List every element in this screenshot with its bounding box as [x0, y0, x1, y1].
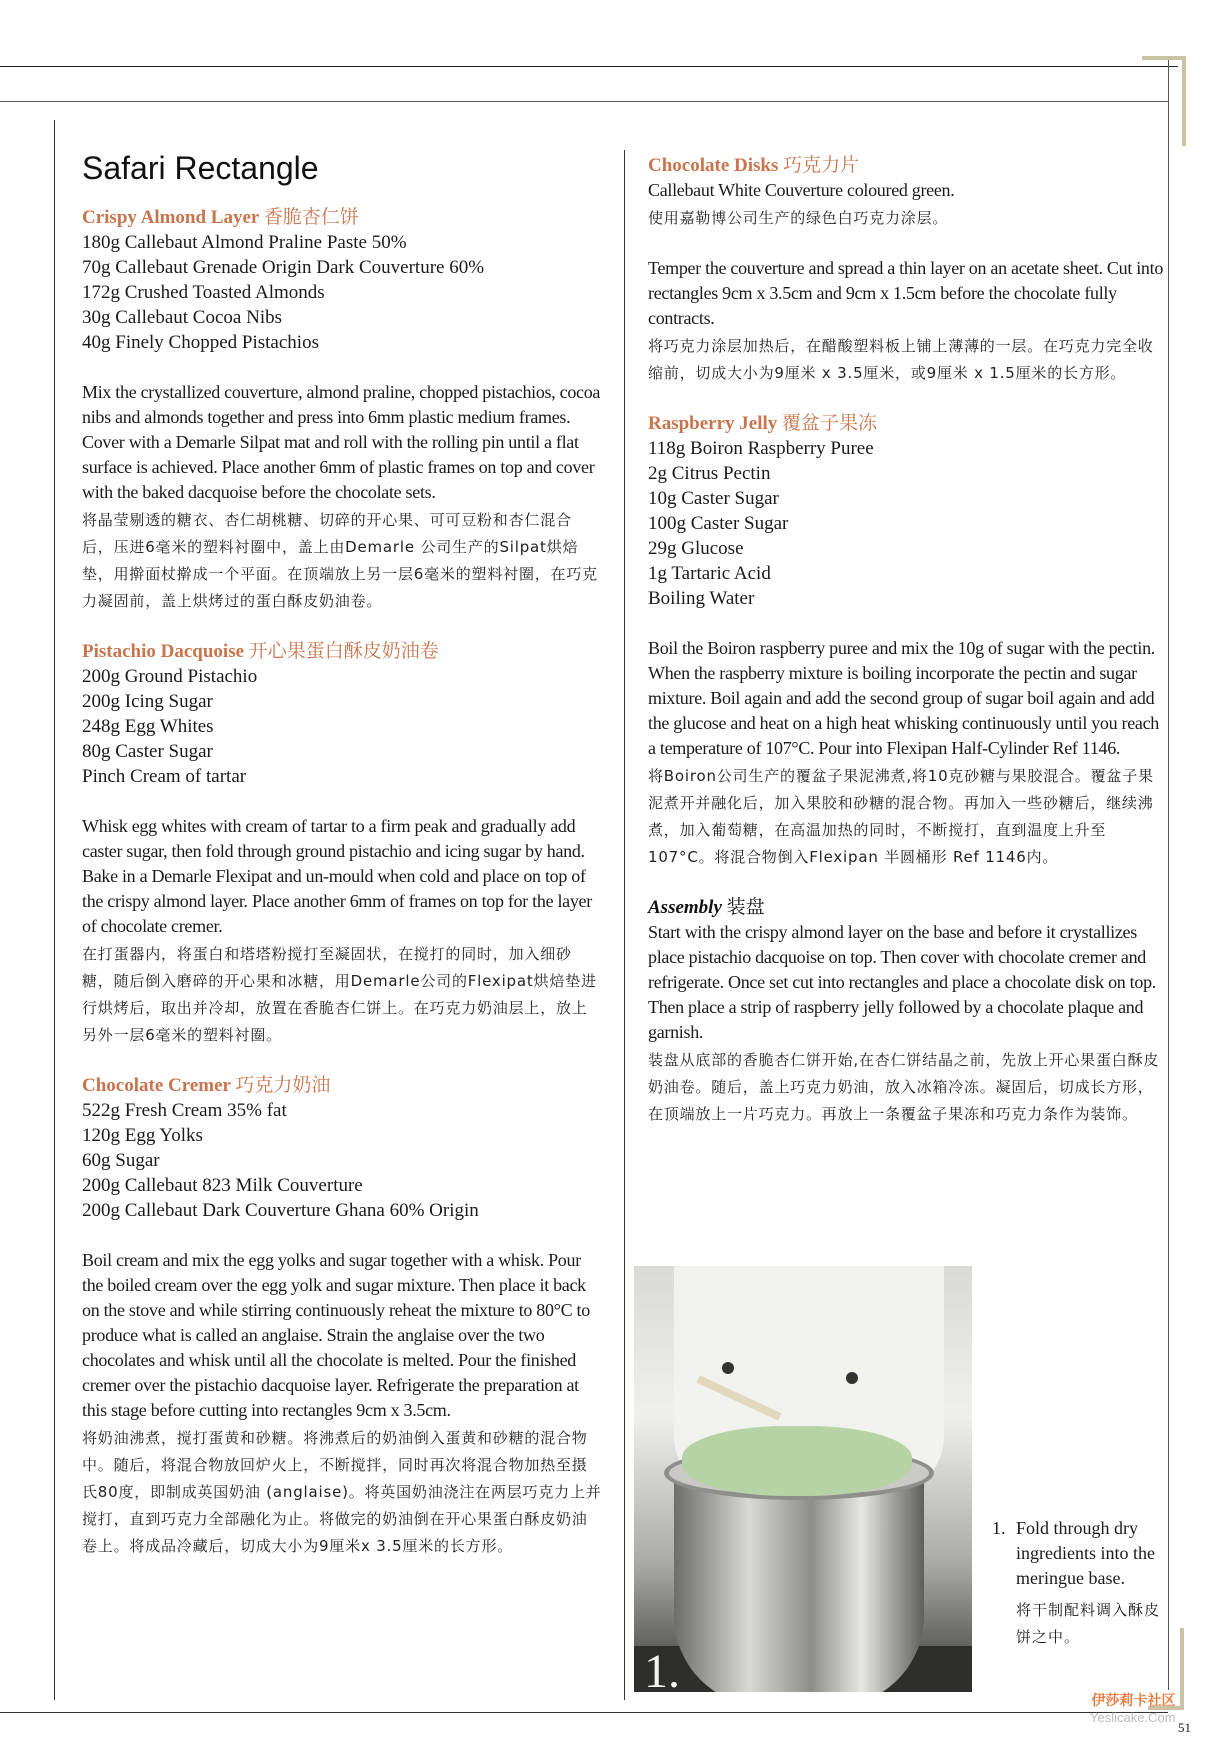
- heading-en: Raspberry Jelly: [648, 413, 778, 434]
- ingredient: 200g Icing Sugar: [82, 691, 213, 712]
- ingredient: 40g Finely Chopped Pistachios: [82, 332, 319, 353]
- watermark-zh: 伊莎莉卡社区: [1091, 1693, 1176, 1709]
- left-column-line: [54, 120, 55, 1700]
- photo-caption: [992, 1516, 1172, 1651]
- ingredient: 522g Fresh Cream 35% fat: [82, 1100, 287, 1121]
- heading-zh: 巧克力片: [783, 155, 860, 176]
- ingredient: 10g Caster Sugar: [648, 488, 779, 509]
- ingredient-list: [648, 436, 1164, 611]
- method-text: Whisk egg whites with cream of tartar to a firm peak and gradually add caster sugar, then fold through ground pistachio and icing sugar by hand. Bake in a Demarle Flexipat and un-mould when cold and place on top of the crispy almond layer. Place another 6mm of frames on top for the layer of chocolate cremer.: [82, 816, 592, 936]
- method-text: Boil cream and mix the egg yolks and sugar together with a whisk. Pour the boiled cream over the egg yolk and sugar mixture. Then place it back on the stove and while stirring continuously reheat the mixture to 80°C to produce what is called an anglaise. Strain the anglaise over the two chocolates and whisk until all the chocolate is melted. Pour the finished cremer over the pistachio dacquoise layer. Refrigerate the preparation at this stage before cutting into rectangles 9cm x 3.5cm.: [82, 1250, 590, 1420]
- ingredient: 118g Boiron Raspberry Puree: [648, 438, 874, 459]
- ingredient: 248g Egg Whites: [82, 716, 214, 737]
- section-raspberry-jelly: [648, 411, 1164, 871]
- caption-text: Fold through dry ingredients into the meringue base.: [1016, 1518, 1155, 1588]
- ingredient: 1g Tartaric Acid: [648, 563, 771, 584]
- pistachio-meringue: [682, 1426, 912, 1496]
- heading-en: Chocolate Cremer: [82, 1075, 231, 1096]
- caption-number: 1.: [992, 1518, 1006, 1538]
- ingredient: 200g Callebaut Dark Couverture Ghana 60% Origin: [82, 1200, 479, 1221]
- section-heading: [648, 153, 1164, 178]
- ingredient-list: [82, 230, 602, 355]
- ingredient: 2g Citrus Pectin: [648, 463, 771, 484]
- ingredient: Boiling Water: [648, 588, 755, 609]
- section-heading: [82, 1073, 602, 1098]
- intro-text: Callebaut White Couverture coloured green.: [648, 180, 955, 200]
- section-heading: [648, 895, 1164, 920]
- method-text: Mix the crystallized couverture, almond praline, chopped pistachios, cocoa nibs and almonds together and press into 6mm plastic medium frames. Cover with a Demarle Silpat mat and roll with the rolling pin until a flat surface is achieved. Place another 6mm of plastic frames on top and cover with the baked dacquoise before the chocolate sets.: [82, 382, 601, 502]
- method-text-zh: 将巧克力涂层加热后，在醋酸塑料板上铺上薄薄的一层。在巧克力完全收缩前，切成大小为9厘米 x 3.5厘米，或9厘米 x 1.5厘米的长方形。: [648, 337, 1154, 382]
- heading-en: Assembly: [648, 897, 722, 918]
- section-crispy-almond-layer: [82, 205, 602, 615]
- method-text-zh: 将奶油沸煮，搅打蛋黄和砂糖。将沸煮后的奶油倒入蛋黄和砂糖的混合物中。随后，将混合物放回炉火上，不断搅拌，同时再次将混合物加热至摄氏80度，即制成英国奶油 (anglaise)。将英国奶油浇注在两层巧克力上并搅打，直到巧克力全部融化为止。将做完的奶油倒在开心果蛋白酥皮奶油卷上。将成品冷藏后，切成大小为9厘米x 3.5厘米的长方形。: [82, 1429, 602, 1555]
- ingredient: 60g Sugar: [82, 1150, 160, 1171]
- ingredient: 120g Egg Yolks: [82, 1125, 203, 1146]
- heading-zh: 香脆杏仁饼: [263, 207, 359, 228]
- heading-en: Crispy Almond Layer: [82, 207, 260, 228]
- ingredient: 180g Callebaut Almond Praline Paste 50%: [82, 232, 407, 253]
- section-pistachio-dacquoise: [82, 639, 602, 1049]
- ingredient: 200g Callebaut 823 Milk Couverture: [82, 1175, 363, 1196]
- method-text: Start with the crispy almond layer on the base and before it crystallizes place pistachio dacquoise on top. Then cover with chocolate cremer and refrigerate. Once set cut into rectangles and place a chocolate disk on top. Then place a strip of raspberry jelly followed by a chocolate plaque and garnish.: [648, 922, 1156, 1042]
- ingredient: 172g Crushed Toasted Almonds: [82, 282, 325, 303]
- intro-text-zh: 使用嘉勒博公司生产的绿色白巧克力涂层。: [648, 209, 949, 227]
- watermark: [1090, 1690, 1176, 1725]
- jacket-button: [846, 1372, 858, 1384]
- method-text: Temper the couverture and spread a thin layer on an acetate sheet. Cut into rectangles 9cm x 3.5cm and 9cm x 1.5cm before the chocolate fully contracts.: [648, 258, 1164, 328]
- ingredient: 200g Ground Pistachio: [82, 666, 258, 687]
- heading-zh: 装盘: [726, 897, 765, 918]
- bottom-rule: [0, 1712, 1168, 1713]
- top-rule: [0, 66, 1178, 67]
- left-column: [82, 150, 602, 1584]
- right-column: [648, 153, 1164, 1152]
- section-chocolate-cremer: [82, 1073, 602, 1560]
- heading-en: Chocolate Disks: [648, 155, 779, 176]
- caption-text-zh: 将干制配料调入酥皮饼之中。: [1016, 1601, 1161, 1646]
- method-text-zh: 装盘从底部的香脆杏仁饼开始,在杏仁饼结晶之前，先放上开心果蛋白酥皮奶油卷。随后，盖上巧克力奶油，放入冰箱冷冻。凝固后，切成长方形，在顶端放上一片巧克力。再放上一条覆盆子果冻和巧克力条作为装饰。: [648, 1051, 1160, 1123]
- top-rule-secondary: [0, 101, 1168, 102]
- ingredient: 29g Glucose: [648, 538, 744, 559]
- ingredient: 80g Caster Sugar: [82, 741, 213, 762]
- section-chocolate-disks: [648, 153, 1164, 387]
- heading-zh: 巧克力奶油: [235, 1075, 331, 1096]
- method-text: Boil the Boiron raspberry puree and mix the 10g of sugar with the pectin. When the raspberry mixture is boiling incorporate the pectin and sugar mixture. Boil again and add the second group of sugar boil again and add the glucose and heat on a high heat whisking continuously until you reach a temperature of 107°C. Pour into Flexipan Half-Cylinder Ref 1146.: [648, 638, 1159, 758]
- corner-ornament-top: [1142, 56, 1186, 146]
- jacket-button: [722, 1362, 734, 1374]
- caption-en: [992, 1516, 1172, 1591]
- heading-zh: 开心果蛋白酥皮奶油卷: [248, 641, 439, 662]
- ingredient: 30g Callebaut Cocoa Nibs: [82, 307, 282, 328]
- page-number: 51: [1178, 1720, 1191, 1735]
- ingredient: 70g Callebaut Grenade Origin Dark Couverture 60%: [82, 257, 485, 278]
- ingredient: 100g Caster Sugar: [648, 513, 789, 534]
- heading-en: Pistachio Dacquoise: [82, 641, 245, 662]
- heading-zh: 覆盆子果冻: [782, 413, 878, 434]
- ingredient: Pinch Cream of tartar: [82, 766, 247, 787]
- ingredient-list: [82, 1098, 602, 1223]
- section-heading: [82, 639, 602, 664]
- method-text-zh: 在打蛋器内，将蛋白和塔塔粉搅打至凝固状，在搅打的同时，加入细砂糖，随后倒入磨碎的开心果和冰糖，用Demarle公司的Flexipat烘焙垫进行烘烤后，取出并冷却，放置在香脆杏仁饼上。在巧克力奶油层上，放上另外一层6毫米的塑料衬圈。: [82, 945, 597, 1044]
- section-heading: [648, 411, 1164, 436]
- ingredient-list: [82, 664, 602, 789]
- watermark-en: Yeslicake.Com: [1090, 1710, 1176, 1725]
- middle-column-line: [624, 150, 625, 1700]
- photo-step-number: 1.: [644, 1645, 680, 1692]
- method-text-zh: 将Boiron公司生产的覆盆子果泥沸煮,将10克砂糖与果胶混合。覆盆子果泥煮开并融化后，加入果胶和砂糖的混合物。再加入一些砂糖后，继续沸煮，加入葡萄糖，在高温加热的同时，不断搅打，直到温度上升至107°C。将混合物倒入Flexipan 半圆桶形 Ref 1146内。: [648, 767, 1154, 866]
- section-heading: [82, 205, 602, 230]
- section-assembly: [648, 895, 1164, 1128]
- page-title: Safari Rectangle: [82, 150, 319, 186]
- chef-mixing-photo: [634, 1266, 972, 1692]
- right-frame-line: [1168, 60, 1169, 1690]
- method-text-zh: 将晶莹剔透的糖衣、杏仁胡桃糖、切碎的开心果、可可豆粉和杏仁混合后，压进6毫米的塑料衬圈中，盖上由Demarle 公司生产的Silpat烘焙垫，用擀面杖擀成一个平面。在顶端放上另一层6毫米的塑料衬圈，在巧克力凝固前，盖上烘烤过的蛋白酥皮奶油卷。: [82, 511, 598, 610]
